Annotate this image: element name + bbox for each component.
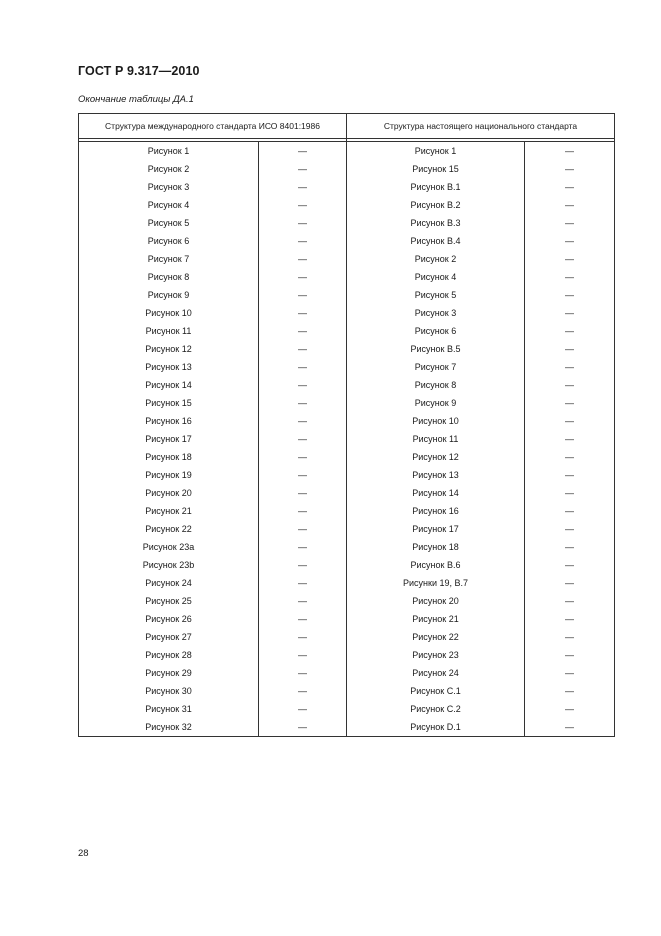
cell-national-figure: Рисунок 23 (347, 646, 525, 664)
cell-national-note: — (525, 268, 615, 286)
cell-iso-figure: Рисунок 11 (79, 322, 259, 340)
cell-national-figure: Рисунок 8 (347, 376, 525, 394)
cell-iso-note: — (259, 502, 347, 520)
cell-national-figure: Рисунок 18 (347, 538, 525, 556)
table-row (79, 286, 615, 304)
cell-iso-figure: Рисунок 32 (79, 718, 259, 737)
cell-national-figure: Рисунок 13 (347, 466, 525, 484)
cell-national-figure: Рисунок 2 (347, 250, 525, 268)
table-row (79, 178, 615, 196)
table-row (79, 196, 615, 214)
cell-national-figure: Рисунок В.3 (347, 214, 525, 232)
cell-national-note: — (525, 448, 615, 466)
table-row (79, 376, 615, 394)
cell-iso-figure: Рисунок 13 (79, 358, 259, 376)
cell-iso-figure: Рисунок 23b (79, 556, 259, 574)
cell-iso-figure: Рисунок 20 (79, 484, 259, 502)
cell-iso-figure: Рисунок 30 (79, 682, 259, 700)
cell-iso-figure: Рисунок 29 (79, 664, 259, 682)
cell-iso-note: — (259, 322, 347, 340)
cell-iso-figure: Рисунок 17 (79, 430, 259, 448)
cell-iso-note: — (259, 412, 347, 430)
cell-national-note: — (525, 304, 615, 322)
cell-iso-figure: Рисунок 1 (79, 142, 259, 161)
cell-national-figure: Рисунок 17 (347, 520, 525, 538)
cell-iso-figure: Рисунок 27 (79, 628, 259, 646)
cell-national-figure: Рисунок 3 (347, 304, 525, 322)
cell-national-note: — (525, 520, 615, 538)
cell-iso-figure: Рисунок 18 (79, 448, 259, 466)
cell-iso-figure: Рисунок 3 (79, 178, 259, 196)
cell-iso-note: — (259, 304, 347, 322)
cell-iso-note: — (259, 448, 347, 466)
cell-iso-figure: Рисунок 24 (79, 574, 259, 592)
cell-iso-note: — (259, 340, 347, 358)
table-row (79, 340, 615, 358)
cell-national-figure: Рисунок 10 (347, 412, 525, 430)
cell-iso-figure: Рисунок 25 (79, 592, 259, 610)
document-title: ГОСТ Р 9.317—2010 (78, 64, 200, 78)
cell-iso-figure: Рисунок 26 (79, 610, 259, 628)
cell-iso-figure: Рисунок 28 (79, 646, 259, 664)
cell-iso-note: — (259, 682, 347, 700)
cell-iso-figure: Рисунок 4 (79, 196, 259, 214)
table-row (79, 304, 615, 322)
table-row (79, 250, 615, 268)
cell-national-note: — (525, 538, 615, 556)
cell-national-figure: Рисунок 5 (347, 286, 525, 304)
cell-national-figure: Рисунок В.1 (347, 178, 525, 196)
table-row (79, 664, 615, 682)
cell-national-note: — (525, 394, 615, 412)
table-row (79, 520, 615, 538)
cell-iso-note: — (259, 268, 347, 286)
cell-iso-note: — (259, 466, 347, 484)
cell-national-figure: Рисунок 15 (347, 160, 525, 178)
cell-national-note: — (525, 646, 615, 664)
table-row (79, 142, 615, 161)
cell-iso-figure: Рисунок 31 (79, 700, 259, 718)
cell-national-figure: Рисунок 4 (347, 268, 525, 286)
cell-national-note: — (525, 376, 615, 394)
table-row (79, 610, 615, 628)
cell-iso-figure: Рисунок 2 (79, 160, 259, 178)
table-row (79, 214, 615, 232)
table-row (79, 592, 615, 610)
cell-national-note: — (525, 556, 615, 574)
cell-national-note: — (525, 196, 615, 214)
cell-iso-figure: Рисунок 14 (79, 376, 259, 394)
table-row (79, 646, 615, 664)
cell-national-note: — (525, 592, 615, 610)
cell-national-note: — (525, 574, 615, 592)
table-row (79, 556, 615, 574)
table-body (79, 142, 615, 737)
table-row (79, 718, 615, 737)
cell-iso-note: — (259, 592, 347, 610)
cell-iso-note: — (259, 646, 347, 664)
cell-national-note: — (525, 502, 615, 520)
cell-national-figure: Рисунок 12 (347, 448, 525, 466)
cell-iso-note: — (259, 286, 347, 304)
cell-national-figure: Рисунки 19, В.7 (347, 574, 525, 592)
cell-iso-figure: Рисунок 16 (79, 412, 259, 430)
cell-iso-note: — (259, 214, 347, 232)
cell-iso-figure: Рисунок 6 (79, 232, 259, 250)
cell-national-figure: Рисунок 20 (347, 592, 525, 610)
cell-national-figure: Рисунок 1 (347, 142, 525, 161)
cell-iso-figure: Рисунок 21 (79, 502, 259, 520)
cell-iso-note: — (259, 520, 347, 538)
cell-national-note: — (525, 286, 615, 304)
table-caption: Окончание таблицы ДА.1 (78, 94, 194, 105)
cell-national-note: — (525, 718, 615, 737)
cell-national-figure: Рисунок В.6 (347, 556, 525, 574)
cell-national-figure: Рисунок С.2 (347, 700, 525, 718)
cell-iso-note: — (259, 538, 347, 556)
table-header-row (79, 114, 615, 139)
cell-iso-note: — (259, 700, 347, 718)
cell-iso-figure: Рисунок 10 (79, 304, 259, 322)
cell-iso-figure: Рисунок 7 (79, 250, 259, 268)
table-row (79, 466, 615, 484)
cell-iso-note: — (259, 358, 347, 376)
cell-iso-note: — (259, 556, 347, 574)
cell-national-note: — (525, 664, 615, 682)
cell-national-figure: Рисунок В.5 (347, 340, 525, 358)
cell-national-note: — (525, 430, 615, 448)
page-number: 28 (78, 848, 89, 859)
cell-iso-note: — (259, 664, 347, 682)
cell-iso-note: — (259, 394, 347, 412)
table-row (79, 160, 615, 178)
cell-iso-note: — (259, 160, 347, 178)
table-row (79, 574, 615, 592)
cell-national-note: — (525, 700, 615, 718)
cell-iso-note: — (259, 376, 347, 394)
cell-iso-note: — (259, 232, 347, 250)
cell-iso-figure: Рисунок 22 (79, 520, 259, 538)
cell-national-note: — (525, 232, 615, 250)
table-row (79, 484, 615, 502)
cell-iso-note: — (259, 718, 347, 737)
cell-national-note: — (525, 358, 615, 376)
table-row (79, 628, 615, 646)
cell-iso-note: — (259, 196, 347, 214)
cell-national-figure: Рисунок 24 (347, 664, 525, 682)
cell-national-figure: Рисунок 7 (347, 358, 525, 376)
table-row (79, 232, 615, 250)
cell-iso-note: — (259, 142, 347, 161)
cell-national-note: — (525, 610, 615, 628)
cell-national-note: — (525, 628, 615, 646)
table-row (79, 682, 615, 700)
cell-national-figure: Рисунок 16 (347, 502, 525, 520)
cell-national-figure: Рисунок 6 (347, 322, 525, 340)
cell-iso-note: — (259, 574, 347, 592)
cell-national-figure: Рисунок D.1 (347, 718, 525, 737)
cell-national-figure: Рисунок С.1 (347, 682, 525, 700)
cell-national-note: — (525, 322, 615, 340)
header-international-standard: Структура международного стандарта ИСО 8401:1986 (79, 114, 347, 139)
cell-national-figure: Рисунок В.4 (347, 232, 525, 250)
cell-national-note: — (525, 340, 615, 358)
cell-national-figure: Рисунок 9 (347, 394, 525, 412)
cell-iso-note: — (259, 628, 347, 646)
header-national-standard: Структура настоящего национального стандарта (347, 114, 615, 139)
cell-iso-figure: Рисунок 23а (79, 538, 259, 556)
cell-national-note: — (525, 160, 615, 178)
table-row (79, 430, 615, 448)
cell-national-figure: Рисунок 22 (347, 628, 525, 646)
cell-national-note: — (525, 250, 615, 268)
cell-iso-figure: Рисунок 8 (79, 268, 259, 286)
cell-national-note: — (525, 142, 615, 161)
cell-national-note: — (525, 682, 615, 700)
cell-iso-figure: Рисунок 19 (79, 466, 259, 484)
table-row (79, 394, 615, 412)
table-row (79, 502, 615, 520)
cell-iso-figure: Рисунок 9 (79, 286, 259, 304)
cell-national-figure: Рисунок 14 (347, 484, 525, 502)
cell-national-note: — (525, 484, 615, 502)
cell-iso-note: — (259, 610, 347, 628)
cell-iso-note: — (259, 178, 347, 196)
table-row (79, 322, 615, 340)
cell-iso-note: — (259, 430, 347, 448)
table-row (79, 700, 615, 718)
correspondence-table (78, 113, 615, 737)
table-row (79, 268, 615, 286)
cell-national-note: — (525, 178, 615, 196)
cell-national-figure: Рисунок В.2 (347, 196, 525, 214)
cell-iso-figure: Рисунок 12 (79, 340, 259, 358)
cell-national-note: — (525, 466, 615, 484)
table-row (79, 538, 615, 556)
cell-iso-figure: Рисунок 5 (79, 214, 259, 232)
cell-iso-figure: Рисунок 15 (79, 394, 259, 412)
cell-national-note: — (525, 214, 615, 232)
table-row (79, 358, 615, 376)
cell-national-figure: Рисунок 21 (347, 610, 525, 628)
table-row (79, 412, 615, 430)
cell-iso-note: — (259, 250, 347, 268)
cell-national-note: — (525, 412, 615, 430)
table-row (79, 448, 615, 466)
cell-iso-note: — (259, 484, 347, 502)
cell-national-figure: Рисунок 11 (347, 430, 525, 448)
